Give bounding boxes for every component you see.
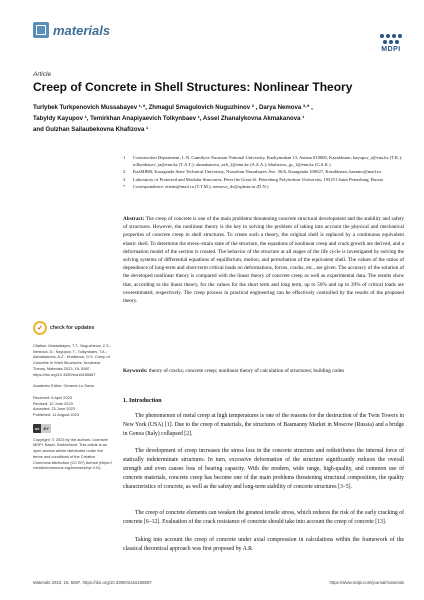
abstract-label: Abstract: [123,216,145,222]
journal-name: materials [53,22,111,38]
affiliation-text: Construction Department, L.N. Gumilyov Eurasian National University, Kazhymukan 13, Astana 010000, Kazakhstan; kayupov_t@enu.kz (T.K.); tolkynbayev_ta@enu.kz (T.A.T.); akmakanova_azh_2@enu.kz (A.Z.A.); khafizova_gs_1@enu.kz (G.S.K.) [133,155,403,167]
body-paragraph: Taking into account the creep of concrete under axial compression in calculations within the framework of the classical theoretical approach was first proposed by A.R. [123,537,404,553]
author-line: Tabyldy Kayupov ¹, Temirkhan Anapiyaevich Tolkynbaev ¹, Assel Zhanalykovna Akmakanova ¹ [33,115,305,122]
check-for-updates-badge[interactable] [33,321,113,335]
affiliation-item [123,155,403,169]
publisher-logo[interactable] [380,34,402,53]
by-icon: BY [43,425,50,431]
section-heading: 1. Introduction [123,398,162,404]
cc-icon: cc [35,425,40,431]
author-list [33,102,403,135]
article-title: Creep of Concrete in Shell Structures: Nonlinear Theory [33,80,353,94]
keywords [123,367,404,375]
revised-date: Revised: 12 June 2023 [33,400,73,406]
check-updates-icon: ✓ [33,321,47,335]
affiliation-text: KazMIRR, Karaganda State Technical University, Nursultan Nazarbayev Ave. 56/6, Karaganda 100027, Kazakhstan; kazmirr@mail.ru [133,169,381,175]
body-paragraph: The development of creep increases the stress loss in the concrete structure and redistributes the internal force of statically indeterminate structures. In turn, excessive deformation of the structure significantly reduces the overall strength and even causes loss of bearing capacity. With the modern, wide range, high-quality, and common use of concrete materials, concrete creep has become one of the main problems threatening structural composition, the quality characteristics of concrete, as well as the safety and long-term stability of concrete structures [3–5]. [123,448,404,491]
correspondence-text: Correspondence: ettenn@mail.ru (T.T.M.); nemova_dv@spbstu.ru (D.N.) [133,184,269,190]
affiliation-number: * [123,184,126,190]
accepted-date: Accepted: 23 June 2023 [33,406,75,412]
publisher-name: MDPI [381,46,401,53]
body-paragraph: The creep of concrete elements can weaken the greatest tensile stress, which reduces the risk of the early cracking of concrete [6–12]. Evaluation of the crack resistance of concrete should take into account the creep of concrete [13]. [123,510,404,526]
keywords-label: Keywords: [123,368,148,374]
article-sidebar [33,321,113,477]
abstract [123,215,404,305]
body-paragraph: The phenomenon of metal creep at high temperatures is one of the reasons for the destruction of the Twin Towers in New York (USA) [1]. Due to the creep of materials, the structures of Basmanny Market in Moscow (Russia) and a bridge in Genoa (Italy) collapsed [2]. [123,413,404,438]
affiliation-item [123,177,403,184]
correspondence-item [123,184,403,191]
footer-citation[interactable]: Materials 2023, 16, 5587. https://doi.org/10.3390/ma16165587 [33,580,152,585]
keywords-text: theory of cracks; concrete creep; nonlinear theory of calculation of structures; building codes [148,368,345,374]
affiliations [123,155,403,192]
affiliation-text: Laboratory of Protected and Modular Structures, Peter the Great St. Petersburg Polytechnic University, 195251 Saint Petersburg, Russia [133,176,384,182]
copyright-notice: Copyright: © 2023 by the authors. Licensee MDPI, Basel, Switzerland. This article is an open access article distributed under the terms and conditions of the Creative Commons Attribution (CC BY) license (https:// creativecommons.org/licenses/by/ 4.0/). [33,436,112,471]
article-type: Article [33,71,52,78]
page-footer [33,580,404,585]
citation-block: Citation: Mussabayev, T.T.; Nuguzhinov, Z.S.; Nemova, D.; Kayupov, T.; Tolkynbaev, T.A.; Akmakanova, A.Z.; Khafizova, G.S. Creep of Concrete in Shell Structures: Nonlinear Theory. Materials 2023, 16, 5587. https://doi.org/10.3390/ma16165587 [33,343,111,377]
affiliation-number: 3 [123,176,126,182]
published-date: Published: 11 August 2023 [33,412,80,418]
journal-logo-icon [33,22,49,38]
dates-block [33,395,113,418]
author-line: Turlybek Turkpenovich Mussabayev ¹·*, Zhmagul Smagulovich Nuguzhinov ² , Darya Nemova ³·* , [33,104,313,111]
author-line: and Gulzhan Sailaubekovna Khafizova ¹ [33,126,149,133]
footer-journal-link[interactable]: https://www.mdpi.com/journal/materials [329,580,404,585]
affiliation-number: 1 [123,155,126,160]
affiliation-item [123,169,403,176]
received-date: Received: 6 April 2023 [33,394,72,400]
affiliation-number: 2 [123,169,126,175]
cc-by-license-badge[interactable] [33,424,113,433]
academic-editor: Academic Editor: Gerardo Lo Savio [33,383,94,389]
journal-logo[interactable] [33,22,110,38]
mdpi-dots-icon [380,34,402,46]
abstract-text: The creep of concrete is one of the main problems threatening concrete structural development and the stability and safety of structures. However, the nonlinear theory is the key to solving the problem of taking into account the physical and mechanical properties of concrete creep in shell structures. To create such a theory, the original shell is replaced by a continuous equivalent elastic shell. To determine the stress–strain state of the structure, the equations of nonlinear creep and crack growth are derived, and a deformation model of the section is created. The behavior of the structure at all stages of the life cycle is investigated by solving the solving systems of differential equations of equilibrium, motion, and perturbation of the equivalent shell. The values of the ratios of dependence of long-term and short-term critical loads on deformations, forces, cracks, etc., are given. The accuracy of the solution of the developed nonlinear theory is compared with the linear theory of concrete creep as well as experimental data. The results show that, according to the linear theory, for the values for the short term and long term, up to 56% and up to 39% of critical loads are overestimated, respectively. The creep process in practical engineering can be effectively controlled by the results of the proposed theory. [123,216,404,305]
check-updates-label: check for updates [50,325,95,331]
